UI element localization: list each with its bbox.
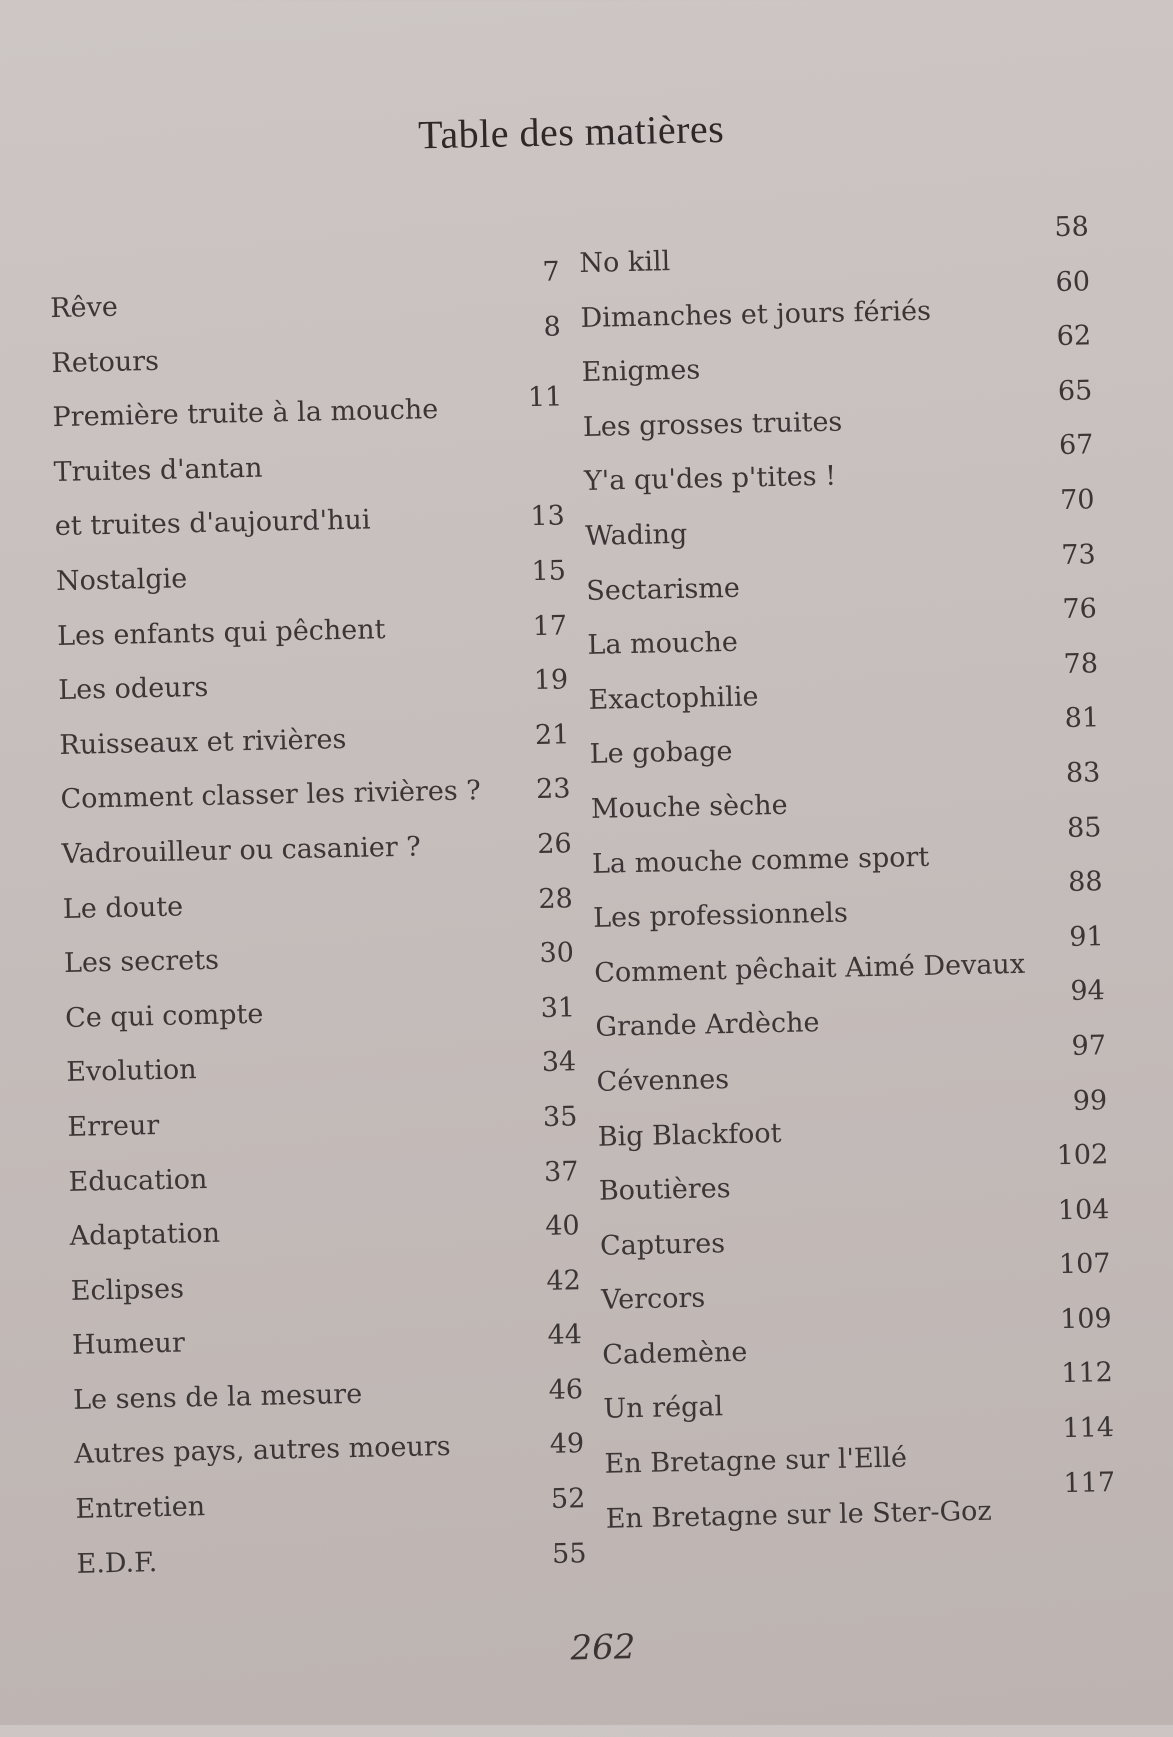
toc-entry-title: Vercors bbox=[600, 1282, 706, 1317]
toc-entry-page: 30 bbox=[539, 937, 575, 970]
toc-entry-title: Humeur bbox=[71, 1327, 186, 1362]
toc-entry-page: 23 bbox=[535, 773, 571, 806]
toc-entry-page: 117 bbox=[1063, 1466, 1116, 1499]
toc-entry-page: 37 bbox=[543, 1155, 579, 1188]
toc-entry-page: 11 bbox=[527, 381, 563, 414]
toc-entry-title: E.D.F. bbox=[76, 1546, 158, 1580]
toc-entry-page: 34 bbox=[541, 1046, 577, 1079]
toc-entry-title: Evolution bbox=[65, 1054, 197, 1089]
toc-entry-page: 83 bbox=[1065, 757, 1101, 789]
toc-entry-page: 112 bbox=[1060, 1357, 1114, 1390]
toc-entry-title: Le sens de la mesure bbox=[72, 1378, 363, 1416]
toc-entry-title: et truites d'aujourd'hui bbox=[54, 504, 371, 543]
toc-entry-page: 60 bbox=[1055, 265, 1091, 298]
toc-entry-title: Les professionnels bbox=[592, 897, 849, 934]
toc-entry-title: Le gobage bbox=[589, 736, 733, 771]
toc-entry-title: Vadrouilleur ou casanier ? bbox=[61, 831, 422, 870]
toc-entry-page: 107 bbox=[1058, 1248, 1111, 1281]
toc-entry-page: 104 bbox=[1057, 1193, 1110, 1226]
toc-entry-page: 21 bbox=[534, 719, 570, 751]
toc-entry-page bbox=[503, 446, 563, 447]
toc-entry-page: 19 bbox=[533, 664, 569, 697]
toc-entry-page: 55 bbox=[551, 1537, 587, 1570]
toc-entry-page: 65 bbox=[1057, 375, 1093, 407]
toc-entry bbox=[605, 1466, 1116, 1558]
toc-entry-title: Les odeurs bbox=[57, 672, 209, 707]
toc-entry-page: 17 bbox=[532, 609, 568, 642]
toc-left-column bbox=[49, 256, 587, 1603]
toc-entry bbox=[76, 1538, 587, 1603]
toc-entry-page: 94 bbox=[1070, 975, 1106, 1008]
toc-entry-title: Entretien bbox=[75, 1491, 206, 1525]
toc-entry-page: 85 bbox=[1066, 811, 1102, 844]
toc-entry-page: 35 bbox=[542, 1101, 578, 1133]
toc-entry-title: Erreur bbox=[67, 1109, 160, 1143]
toc-entry-title: Les grosses truites bbox=[582, 406, 843, 443]
toc-entry-title: Education bbox=[68, 1163, 208, 1198]
toc-entry-title: Cévennes bbox=[596, 1063, 730, 1098]
toc-entry-page: 46 bbox=[548, 1374, 584, 1406]
toc-entry-title: Enigmes bbox=[581, 354, 701, 389]
toc-entry-title: La mouche bbox=[587, 626, 739, 662]
toc-entry-title: Rêve bbox=[49, 291, 119, 325]
toc-entry-page: 49 bbox=[549, 1428, 585, 1461]
toc-entry-title: En Bretagne sur l'Ellé bbox=[604, 1442, 908, 1480]
toc-entry-title: Retours bbox=[51, 345, 160, 379]
toc-entry-page: 58 bbox=[1054, 211, 1090, 244]
toc-entry-title: Comment classer les rivières ? bbox=[60, 775, 482, 816]
page-title: Table des matières bbox=[417, 105, 725, 158]
toc-entry-page: 67 bbox=[1058, 429, 1094, 462]
toc-entry-page: 26 bbox=[536, 828, 572, 860]
toc-entry-title: Mouche sèche bbox=[590, 789, 788, 825]
toc-right-column bbox=[579, 211, 1116, 1558]
toc-entry-title: Y'a qu'des p'tites ! bbox=[583, 461, 837, 498]
toc-entry-title: Première truite à la mouche bbox=[52, 394, 439, 434]
toc-entry-page: 52 bbox=[550, 1483, 586, 1515]
toc-entry-title: La mouche comme sport bbox=[591, 841, 930, 880]
toc-entry-title: Les enfants qui pêchent bbox=[56, 613, 386, 652]
toc-entry-page: 40 bbox=[544, 1210, 580, 1243]
toc-entry-title: Big Blackfoot bbox=[597, 1117, 782, 1153]
toc-entry-title: Nostalgie bbox=[55, 563, 188, 598]
toc-entry-title: Un régal bbox=[603, 1391, 724, 1426]
toc-entry-title: Eclipses bbox=[70, 1273, 185, 1307]
toc-entry-title: No kill bbox=[579, 246, 671, 280]
toc-entry-page: 76 bbox=[1062, 593, 1098, 626]
toc-entry-title: Wading bbox=[584, 518, 688, 552]
toc-entry-title: Cademène bbox=[602, 1336, 748, 1371]
toc-entry-title: En Bretagne sur le Ster-Goz bbox=[605, 1495, 992, 1535]
toc-entry-title: Grande Ardèche bbox=[595, 1007, 820, 1044]
toc-entry-page: 44 bbox=[547, 1319, 583, 1352]
toc-entry-title: Comment pêchait Aimé Devaux bbox=[594, 948, 1026, 989]
toc-entry-title: Boutières bbox=[598, 1173, 731, 1207]
toc-entry-title: Le doute bbox=[62, 890, 184, 925]
toc-entry-title: Truites d'antan bbox=[53, 452, 263, 488]
toc-entry-page: 97 bbox=[1071, 1030, 1107, 1062]
toc-entry-title: Captures bbox=[599, 1227, 726, 1262]
toc-entry-page: 31 bbox=[540, 991, 576, 1024]
toc-entry-title: Ce qui compte bbox=[64, 998, 264, 1034]
page-number: 262 bbox=[570, 1627, 636, 1669]
toc-entry-title: Dimanches et jours fériés bbox=[580, 295, 932, 334]
toc-entry-title: Autres pays, autres moeurs bbox=[73, 1431, 451, 1471]
toc-entry-page: 62 bbox=[1056, 320, 1092, 353]
toc-entry-page: 102 bbox=[1056, 1139, 1109, 1172]
toc-entry-page: 70 bbox=[1059, 484, 1095, 516]
toc-entry-page: 109 bbox=[1059, 1302, 1112, 1336]
toc-entry-page: 114 bbox=[1062, 1412, 1115, 1445]
toc-entry-page: 78 bbox=[1063, 647, 1099, 680]
toc-entry-title: Sectarisme bbox=[586, 572, 741, 607]
toc-entry-page: 28 bbox=[538, 882, 574, 915]
toc-entry-page: 8 bbox=[543, 311, 562, 343]
toc-entry-title: Exactophilie bbox=[588, 681, 759, 716]
toc-entry-page: 88 bbox=[1067, 866, 1103, 899]
toc-entry-page: 99 bbox=[1072, 1084, 1108, 1117]
toc-entry-page: 91 bbox=[1068, 920, 1104, 953]
toc-entry-title: Les secrets bbox=[63, 944, 220, 980]
toc-entry-page: 15 bbox=[531, 555, 567, 588]
toc-entry-page: 73 bbox=[1060, 538, 1096, 571]
toc-entry-title: Adaptation bbox=[69, 1217, 221, 1252]
toc-entry-page: 81 bbox=[1064, 702, 1100, 735]
toc-entry-page: 42 bbox=[546, 1264, 582, 1297]
toc-entry-title: Ruisseaux et rivières bbox=[59, 723, 347, 761]
toc-entry-page: 13 bbox=[530, 500, 566, 533]
toc-entry-page: 7 bbox=[542, 256, 560, 288]
